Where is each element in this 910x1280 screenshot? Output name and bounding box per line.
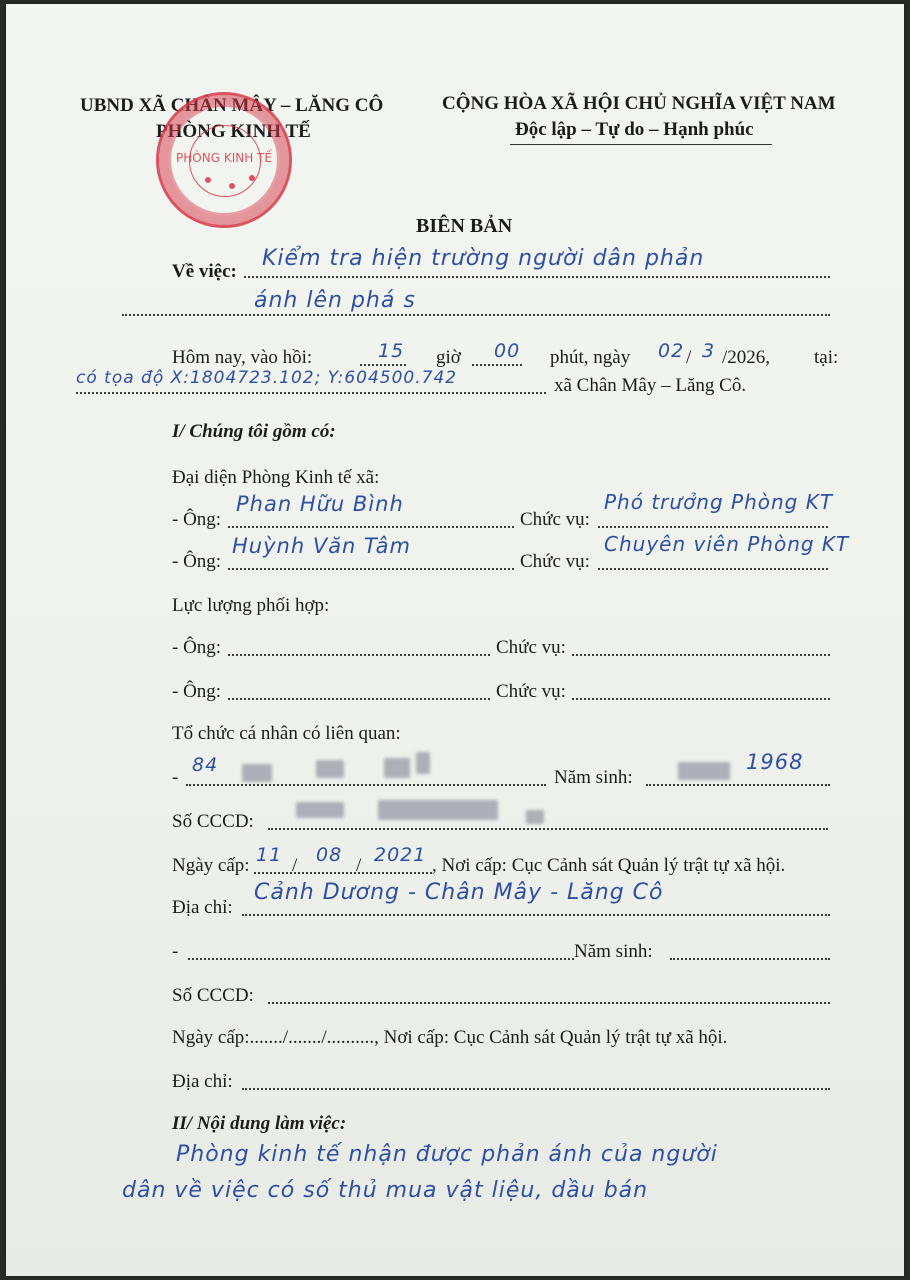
birth-year: 1968 bbox=[746, 750, 804, 774]
nation-motto: Độc lập – Tự do – Hạnh phúc bbox=[515, 119, 754, 140]
coord-label: Lực lượng phối hợp: bbox=[172, 595, 330, 616]
redacted-cccd bbox=[526, 810, 544, 824]
seal-dot bbox=[205, 177, 211, 183]
coord1-ong: - Ông: bbox=[172, 637, 222, 658]
seal-dot bbox=[249, 175, 255, 181]
subject-line-2 bbox=[122, 314, 830, 316]
issue-day: 11 bbox=[256, 844, 283, 866]
issue-month: 08 bbox=[316, 844, 343, 866]
meeting-day: 02 bbox=[658, 340, 685, 362]
issue-place: , Nơi cấp: Cục Cảnh sát Quản lý trật tự xã hội. bbox=[432, 855, 786, 876]
redacted-name bbox=[316, 760, 344, 778]
coord1-name-blank bbox=[228, 654, 490, 656]
rep1-name: Phan Hữu Bình bbox=[236, 492, 404, 516]
org-label: Tổ chức cá nhân có liên quan: bbox=[172, 723, 401, 744]
meeting-year: /2026, bbox=[722, 347, 771, 368]
cccd2-blank bbox=[268, 1002, 830, 1004]
address-blank bbox=[242, 914, 830, 916]
coord1-role-blank bbox=[572, 654, 830, 656]
person2-birth-blank bbox=[670, 958, 830, 960]
rep2-role: Chuyên viên Phòng KT bbox=[604, 532, 850, 556]
redacted-cccd bbox=[378, 800, 498, 820]
coord1-chucvu: Chức vụ: bbox=[496, 637, 566, 658]
cccd-label: Số CCCD: bbox=[172, 811, 254, 832]
coord2-ong: - Ông: bbox=[172, 681, 222, 702]
coord2-chucvu: Chức vụ: bbox=[496, 681, 566, 702]
seal-dot bbox=[229, 183, 235, 189]
date-slash: / bbox=[686, 347, 692, 368]
rep1-name-blank bbox=[228, 526, 514, 528]
address2-label: Địa chỉ: bbox=[172, 1071, 233, 1092]
rep2-role-blank bbox=[598, 568, 828, 570]
issue-label: Ngày cấp: bbox=[172, 855, 250, 876]
meeting-minute: 00 bbox=[494, 340, 521, 362]
rep1-chucvu: Chức vụ: bbox=[520, 509, 590, 530]
tai-label: tại: bbox=[814, 347, 839, 368]
address2-blank bbox=[242, 1088, 830, 1090]
subject-text-1: Kiểm tra hiện trường người dân phản bbox=[262, 246, 705, 271]
rep-label: Đại diện Phòng Kinh tế xã: bbox=[172, 467, 380, 488]
org-department: PHÒNG KINH TẾ bbox=[156, 121, 311, 142]
redacted-name bbox=[242, 764, 272, 782]
cccd2-label: Số CCCD: bbox=[172, 985, 254, 1006]
rep2-name-blank bbox=[228, 568, 514, 570]
person2-prefix: - bbox=[172, 941, 179, 962]
person2-birth-label: Năm sinh: bbox=[574, 941, 653, 962]
rep1-ong: - Ông: bbox=[172, 509, 222, 530]
rep2-chucvu: Chức vụ: bbox=[520, 551, 590, 572]
nation-title: CỘNG HÒA XÃ HỘI CHỦ NGHĨA VIỆT NAM bbox=[442, 93, 836, 114]
meeting-location: có tọa độ X:1804723.102; Y:604500.742 bbox=[76, 368, 458, 388]
motto-underline bbox=[510, 144, 772, 145]
address-label: Địa chỉ: bbox=[172, 897, 233, 918]
rep2-ong: - Ông: bbox=[172, 551, 222, 572]
hour-blank bbox=[360, 364, 406, 366]
coord2-role-blank bbox=[572, 698, 830, 700]
person-prefix: - bbox=[172, 767, 179, 788]
org-name: UBND XÃ CHÂN MÂY – LĂNG CÔ bbox=[80, 95, 384, 116]
seal-center-text: PHÒNG KINH TẾ bbox=[176, 151, 272, 165]
address-value: Cảnh Dương - Chân Mây - Lăng Cô bbox=[254, 880, 664, 905]
subject-line-1 bbox=[244, 276, 830, 278]
content-line-2: dân về việc có số thủ mua vật liệu, dầu bán bbox=[122, 1178, 649, 1203]
rep1-role-blank bbox=[598, 526, 828, 528]
birth-label: Năm sinh: bbox=[554, 767, 633, 788]
document-title: BIÊN BẢN bbox=[416, 215, 513, 237]
place-suffix: xã Chân Mây – Lăng Cô. bbox=[554, 375, 747, 396]
redacted-cccd bbox=[296, 802, 344, 818]
cccd-blank bbox=[268, 828, 828, 830]
rep2-name: Huỳnh Văn Tâm bbox=[232, 534, 411, 558]
subject-text-2: ánh lên phá s bbox=[254, 288, 416, 313]
issue-slash: / bbox=[292, 855, 298, 876]
meeting-hour: 15 bbox=[378, 340, 405, 362]
minute-blank bbox=[472, 364, 522, 366]
rep1-role: Phó trưởng Phòng KT bbox=[604, 490, 834, 514]
meeting-month: 3 bbox=[702, 340, 716, 362]
issue2-line: Ngày cấp:......./......./.........., Nơi cấp: Cục Cảnh sát Quản lý trật tự xã hội. bbox=[172, 1027, 728, 1048]
issue-blank bbox=[254, 872, 432, 874]
redacted-birth-date bbox=[678, 762, 730, 780]
issue-year: 2021 bbox=[374, 844, 427, 866]
redacted-name bbox=[416, 752, 430, 774]
birth-blank bbox=[646, 784, 830, 786]
official-seal bbox=[156, 92, 292, 228]
phut-ngay-label: phút, ngày bbox=[550, 347, 631, 368]
redacted-name bbox=[384, 758, 410, 778]
content-line-1: Phòng kinh tế nhận được phản ánh của người bbox=[176, 1142, 718, 1167]
person2-name-blank bbox=[188, 958, 574, 960]
subject-label: Về việc: bbox=[172, 261, 237, 282]
location-blank bbox=[76, 392, 546, 394]
section-1-heading: I/ Chúng tôi gồm có: bbox=[172, 421, 336, 442]
person-name-blank bbox=[186, 784, 546, 786]
person-name: 84 bbox=[192, 754, 219, 776]
gio-label: giờ bbox=[436, 347, 461, 368]
meeting-prefix: Hôm nay, vào hồi: bbox=[172, 347, 313, 368]
coord2-name-blank bbox=[228, 698, 490, 700]
issue-slash: / bbox=[356, 855, 362, 876]
document-page bbox=[6, 4, 904, 1276]
section-2-heading: II/ Nội dung làm việc: bbox=[172, 1113, 347, 1134]
